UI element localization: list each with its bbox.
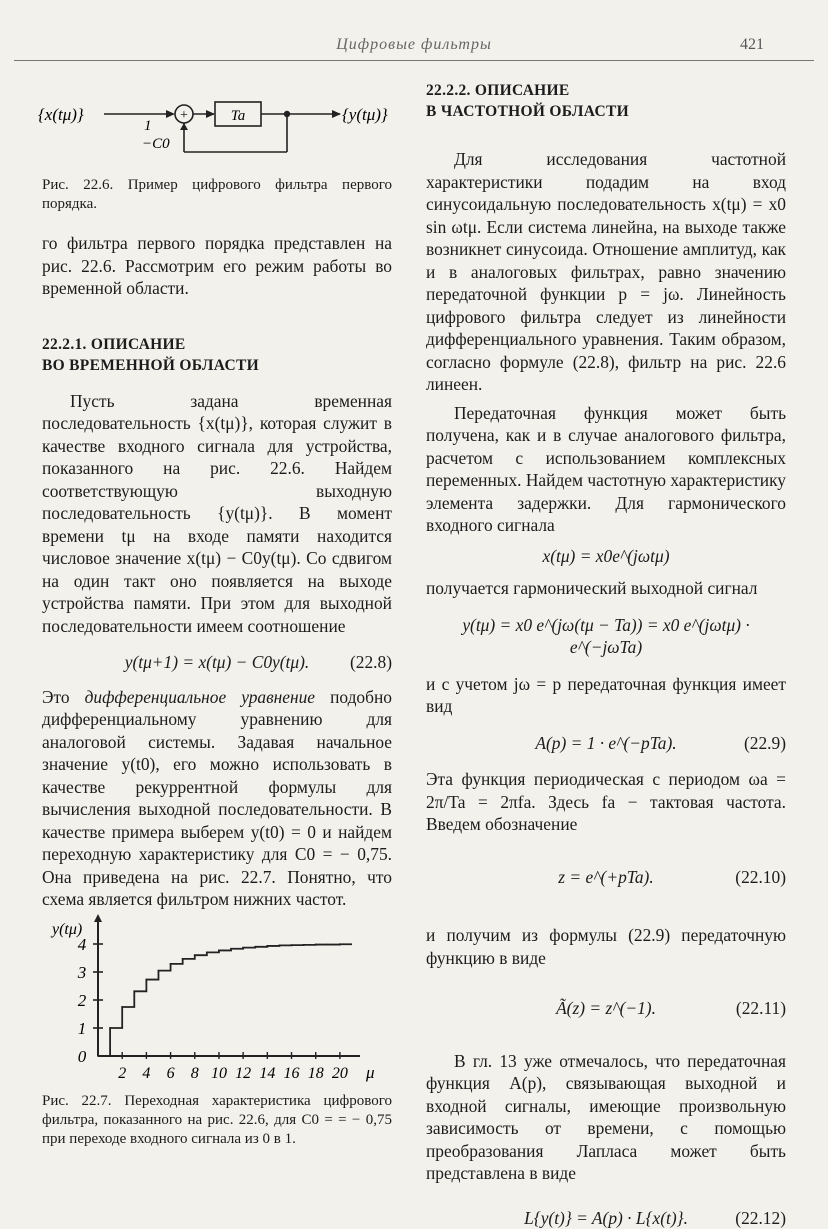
y-tick-label: 0 bbox=[78, 1047, 87, 1066]
right-column bbox=[426, 80, 786, 1229]
equation-22-10-body: z = e^(+pTa). bbox=[558, 867, 653, 887]
equation-22-12-body: L{y(t)} = A(p) · L{x(t)}. bbox=[524, 1208, 688, 1228]
step-point bbox=[194, 954, 196, 956]
y-tick-label: 2 bbox=[78, 991, 87, 1010]
y-tick-label: 3 bbox=[77, 963, 87, 982]
term-differential-equation: дифференциальное уравнение bbox=[85, 687, 315, 707]
y-tick-label: 1 bbox=[78, 1019, 87, 1038]
left-paragraph-2-rest: подобно дифференциальному уравнению для аналоговой системы. Задавая начальное значение y(t0), его можно использовать в качестве рекуррентной формулы для вычисления выходной последовательности. В качестве примера выберем y(t0) = 0 и найдем переходную характеристику для C0 = − 0,75. Она приведена на рис. 22.7. Понятно, что схема является фильтром нижних частот. bbox=[42, 687, 392, 910]
step-point bbox=[242, 947, 244, 949]
step-point bbox=[279, 945, 281, 947]
step-point bbox=[109, 1027, 111, 1029]
equation-22-8-number: (22.8) bbox=[350, 651, 392, 674]
fig-22-6-caption: Рис. 22.6. Пример цифрового фильтра первого порядка. bbox=[42, 176, 392, 214]
step-point bbox=[145, 979, 147, 981]
y-axis-label: y(tμ) bbox=[50, 921, 82, 938]
step-point bbox=[315, 944, 317, 946]
page-number: 421 bbox=[740, 36, 764, 54]
diagram-gain-one: 1 bbox=[144, 118, 152, 134]
diagram-output-label: {y(tμ)} bbox=[342, 105, 388, 124]
right-paragraph-4: и с учетом jω = p передаточная функция имеет вид bbox=[426, 673, 786, 718]
equation-22-11 bbox=[426, 997, 786, 1020]
left-column bbox=[42, 232, 392, 911]
equation-22-9 bbox=[426, 732, 786, 755]
x-tick-label: 20 bbox=[332, 1065, 348, 1082]
equation-input-harmonic: x(tμ) = x0e^(jωtμ) bbox=[426, 545, 786, 568]
diagram-input-label: {x(tμ)} bbox=[38, 105, 84, 124]
delay-label: Ta bbox=[231, 108, 245, 124]
equation-22-10-number: (22.10) bbox=[735, 866, 786, 889]
x-tick-label: 2 bbox=[118, 1065, 126, 1082]
step-point bbox=[230, 948, 232, 950]
left-paragraph-continuation: го фильтра первого порядка представлен на рис. 22.6. Рассмотрим его режим работы во временной области. bbox=[42, 232, 392, 300]
header-rule bbox=[14, 60, 814, 61]
x-tick-label: 6 bbox=[167, 1065, 175, 1082]
diagram-feedback-gain: −C0 bbox=[142, 136, 170, 152]
equation-22-8-body: y(tμ+1) = x(tμ) − C0y(tμ). bbox=[125, 652, 310, 672]
equation-output-harmonic: y(tμ) = x0 e^(jω(tμ − Ta)) = x0 e^(jωtμ) · e^(−jωTa) bbox=[426, 614, 786, 659]
right-paragraph-7: В гл. 13 уже отмечалось, что передаточная функция A(p), связывающая выходной и входной сигналы, имеющие произвольную зависимость от времени, с помощью преобразования Лапласа может быть представлена в виде bbox=[426, 1050, 786, 1185]
section-heading-22-2-2-line1: 22.2.2. ОПИСАНИЕ bbox=[426, 80, 786, 101]
right-paragraph-2: Передаточная функция может быть получена, как и в случае аналогового фильтра, расчетом с использованием комплексных переменных. Найдем частотную характеристику элемента задержки. Для гармонического входного сигнала bbox=[426, 402, 786, 537]
step-point bbox=[97, 1055, 99, 1057]
x-tick-label: 16 bbox=[284, 1065, 300, 1082]
x-tick-label: 14 bbox=[259, 1065, 275, 1082]
step-point bbox=[254, 946, 256, 948]
running-title: Цифровые фильтры bbox=[0, 36, 828, 54]
step-point bbox=[339, 943, 341, 945]
right-paragraph-1: Для исследования частотной характеристики подадим на вход синусоидальную последовательность x(tμ) = x0 sin ωtμ. Если система линейна, на выходе также возникнет синусоида. Отношение амплитуд, как и в аналоговых фильтрах, равно значению передаточной функции p = jω. Линейность цифрового фильтра следует из линейности дифференциального уравнения. Таким образом, согласно формуле (22.8), фильтр на рис. 22.6 линеен. bbox=[426, 148, 786, 396]
right-paragraph-5: Эта функция периодическая с периодом ωa = 2π/Ta = 2πfa. Здесь fa − тактовая частота. Введем обозначение bbox=[426, 768, 786, 836]
equation-22-12 bbox=[426, 1207, 786, 1229]
right-paragraph-6: и получим из формулы (22.9) передаточную функцию в виде bbox=[426, 924, 786, 969]
x-tick-label: 12 bbox=[235, 1065, 251, 1082]
left-paragraph-2-start: Это bbox=[42, 687, 70, 707]
step-point bbox=[218, 950, 220, 952]
equation-22-8 bbox=[42, 651, 392, 674]
step-point bbox=[121, 1006, 123, 1008]
section-heading-22-2-1-line1: 22.2.1. ОПИСАНИЕ bbox=[42, 334, 392, 355]
step-response-line bbox=[98, 944, 352, 1056]
equation-22-12-number: (22.12) bbox=[735, 1207, 786, 1229]
summing-plus: + bbox=[180, 108, 188, 123]
section-heading-22-2-2-line2: В ЧАСТОТНОЙ ОБЛАСТИ bbox=[426, 101, 786, 122]
equation-22-9-body: A(p) = 1 · e^(−pTa). bbox=[535, 733, 676, 753]
x-tick-label: 4 bbox=[142, 1065, 150, 1082]
step-point bbox=[303, 944, 305, 946]
x-tick-label: 10 bbox=[211, 1065, 227, 1082]
step-point bbox=[182, 958, 184, 960]
left-paragraph-1: Пусть задана временная последовательность {x(tμ)}, которая служит в качестве входного сигнала для устройства, показанного на рис. 22.6. Найдем соответствующую выходную последовательность {y(tμ)}. В момент времени tμ на входе памяти находится числовое значение x(tμ) − C0y(tμ). Со сдвигом на один такт оно появляется на выходе устройства памяти. При этом для выходной последовательности имеем соотношение bbox=[42, 390, 392, 638]
step-point bbox=[327, 944, 329, 946]
equation-22-9-number: (22.9) bbox=[744, 732, 786, 755]
equation-22-10 bbox=[426, 866, 786, 889]
x-tick-label: 8 bbox=[191, 1065, 199, 1082]
x-tick-label: 18 bbox=[308, 1065, 324, 1082]
y-tick-label: 4 bbox=[78, 935, 87, 954]
x-axis-label: μ bbox=[365, 1063, 375, 1082]
step-point bbox=[291, 944, 293, 946]
equation-22-11-body: Ã(z) = z^(−1). bbox=[556, 998, 656, 1018]
equation-22-11-number: (22.11) bbox=[736, 997, 786, 1020]
right-paragraph-3: получается гармонический выходной сигнал bbox=[426, 577, 786, 600]
fig-22-7-chart bbox=[40, 908, 392, 1088]
left-paragraph-2 bbox=[42, 686, 392, 911]
fig-22-7-caption: Рис. 22.7. Переходная характеристика цифрового фильтра, показанного на рис. 22.6, для C0 = = − 0,75 при переходе входного сигнала из 0 в 1. bbox=[42, 1092, 392, 1149]
step-point bbox=[158, 970, 160, 972]
step-point bbox=[206, 952, 208, 954]
y-axis-arrow bbox=[94, 914, 102, 922]
section-heading-22-2-1-line2: ВО ВРЕМЕННОЙ ОБЛАСТИ bbox=[42, 355, 392, 376]
step-point bbox=[266, 945, 268, 947]
step-point bbox=[170, 963, 172, 965]
step-point bbox=[133, 990, 135, 992]
fig-22-6-diagram bbox=[38, 92, 390, 160]
